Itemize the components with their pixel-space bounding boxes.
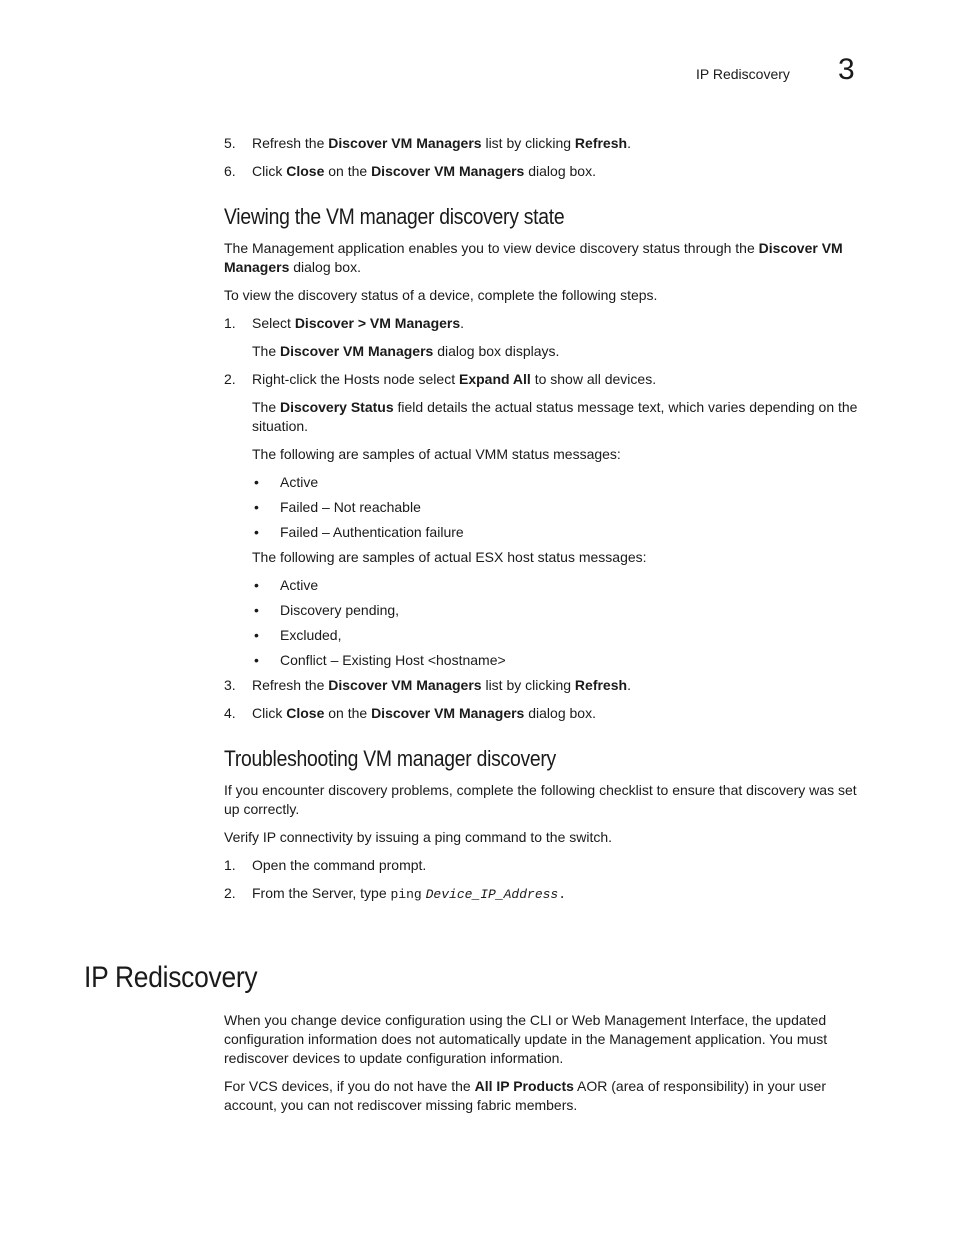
note-text: dialog box displays. — [433, 343, 560, 359]
section-heading-troubleshooting: Troubleshooting VM manager discovery — [224, 746, 556, 771]
command-text: ping — [390, 887, 422, 902]
list-item-text: Failed – Authentication failure — [280, 524, 464, 540]
step-4 — [224, 704, 872, 723]
para-text: For VCS devices, if you do not have the — [224, 1078, 475, 1094]
ui-term: All IP Products — [474, 1078, 574, 1094]
section2-intro: If you encounter discovery problems, complete the following checklist to ensure that discovery was set up correctly. — [224, 782, 857, 817]
page-content — [224, 134, 872, 904]
list-item — [252, 601, 872, 620]
list-item — [252, 498, 872, 517]
step-text: . — [558, 887, 567, 902]
step-number: 2. — [224, 885, 236, 901]
step-text: . — [627, 677, 631, 693]
ui-term: Discover VM Managers — [280, 343, 434, 359]
step-text: to show all devices. — [530, 371, 657, 387]
step-text: From the Server, type — [252, 885, 391, 901]
list-item-text: Discovery pending, — [280, 602, 400, 618]
step-5 — [224, 134, 872, 153]
step-text: Open the command prompt. — [252, 857, 427, 873]
ui-term: Close — [286, 163, 325, 179]
chapter-number: 3 — [838, 53, 855, 86]
list-item-text: Active — [280, 474, 319, 490]
section2-lead: Verify IP connectivity by issuing a ping command to the switch. — [224, 829, 613, 845]
step-2-note — [224, 398, 872, 436]
esx-messages-lead: The following are samples of actual ESX host status messages: — [252, 549, 647, 565]
ui-term: Discover VM Managers — [328, 677, 482, 693]
bullet-icon: • — [254, 524, 259, 540]
step-number: 6. — [224, 163, 236, 179]
command-argument: Device_IP_Address — [425, 887, 559, 902]
section3-para-1: When you change device configuration using the CLI or Web Management Interface, the updated configuration information does not automatically update in the Management application. You must rediscover devices to update configuration information. — [224, 1012, 828, 1066]
bullet-icon: • — [254, 474, 259, 490]
ui-term: Refresh — [574, 677, 628, 693]
troubleshoot-step-1 — [224, 856, 872, 875]
ui-term: Discover VM Managers — [328, 135, 482, 151]
note-text: The — [252, 399, 281, 415]
ui-term: Discovery Status — [280, 399, 394, 415]
step-number: 1. — [224, 315, 236, 331]
step-text: dialog box. — [524, 163, 596, 179]
ui-term: Expand All — [458, 371, 531, 387]
step-text: list by clicking — [481, 135, 575, 151]
list-item — [252, 626, 872, 645]
list-item-text: Active — [280, 577, 319, 593]
step-text: on the — [324, 705, 372, 721]
step-2 — [224, 370, 872, 389]
step-number: 2. — [224, 371, 236, 387]
ui-term: Discover VM Managers — [371, 163, 525, 179]
para-text: AOR (area of responsibility) in your user account, you can not rediscover missing fabric members. — [224, 1078, 827, 1113]
step-1 — [224, 314, 872, 333]
intro-text: The Management application enables you to view device discovery status through the — [224, 240, 759, 256]
list-item-text: Excluded, — [280, 627, 342, 643]
section1-intro — [224, 239, 872, 277]
list-item — [252, 473, 872, 492]
running-header-title: IP Rediscovery — [696, 66, 790, 82]
list-item-text: Conflict – Existing Host <hostname> — [280, 652, 506, 668]
step-text: dialog box. — [524, 705, 596, 721]
ui-term: Refresh — [574, 135, 628, 151]
ui-term: Discover VM Managers — [224, 240, 843, 275]
ui-term: Discover VM Managers — [371, 705, 525, 721]
esx-status-list — [224, 576, 872, 670]
step-3 — [224, 676, 872, 695]
bullet-icon: • — [254, 652, 259, 668]
troubleshoot-step-2 — [224, 884, 872, 904]
vmm-messages-lead: The following are samples of actual VMM status messages: — [252, 446, 621, 462]
step-text: Select — [252, 315, 295, 331]
bullet-icon: • — [254, 577, 259, 593]
step-text: Click — [252, 705, 287, 721]
note-text: The — [252, 343, 281, 359]
step-text: on the — [324, 163, 372, 179]
bullet-icon: • — [254, 499, 259, 515]
step-number: 4. — [224, 705, 236, 721]
step-1-note — [224, 342, 872, 361]
bullet-icon: • — [254, 627, 259, 643]
step-text: Refresh the — [252, 135, 329, 151]
section-heading-viewing-state: Viewing the VM manager discovery state — [224, 204, 565, 229]
step-text: Refresh the — [252, 677, 329, 693]
note-text: field details the actual status message text, which varies depending on the situation. — [252, 399, 858, 434]
ui-term: Close — [286, 705, 325, 721]
section1-lead: To view the discovery status of a device, complete the following steps. — [224, 287, 658, 303]
step-number: 3. — [224, 677, 236, 693]
step-text: Right-click the Hosts node select — [252, 371, 459, 387]
list-item-text: Failed – Not reachable — [280, 499, 421, 515]
section-heading-ip-rediscovery: IP Rediscovery — [84, 961, 258, 994]
step-text: list by clicking — [481, 677, 575, 693]
step-number: 5. — [224, 135, 236, 151]
vmm-status-list — [224, 473, 872, 542]
list-item — [252, 651, 872, 670]
bullet-icon: • — [254, 602, 259, 618]
list-item — [252, 576, 872, 595]
ui-term: Discover > VM Managers — [294, 315, 461, 331]
step-text: . — [460, 315, 465, 331]
step-number: 1. — [224, 857, 236, 873]
list-item — [252, 523, 872, 542]
step-6 — [224, 162, 872, 181]
section3-content — [224, 1011, 872, 1115]
section3-para-2 — [224, 1077, 872, 1115]
step-text: . — [627, 135, 631, 151]
step-text: Click — [252, 163, 287, 179]
intro-text: dialog box. — [289, 259, 361, 275]
